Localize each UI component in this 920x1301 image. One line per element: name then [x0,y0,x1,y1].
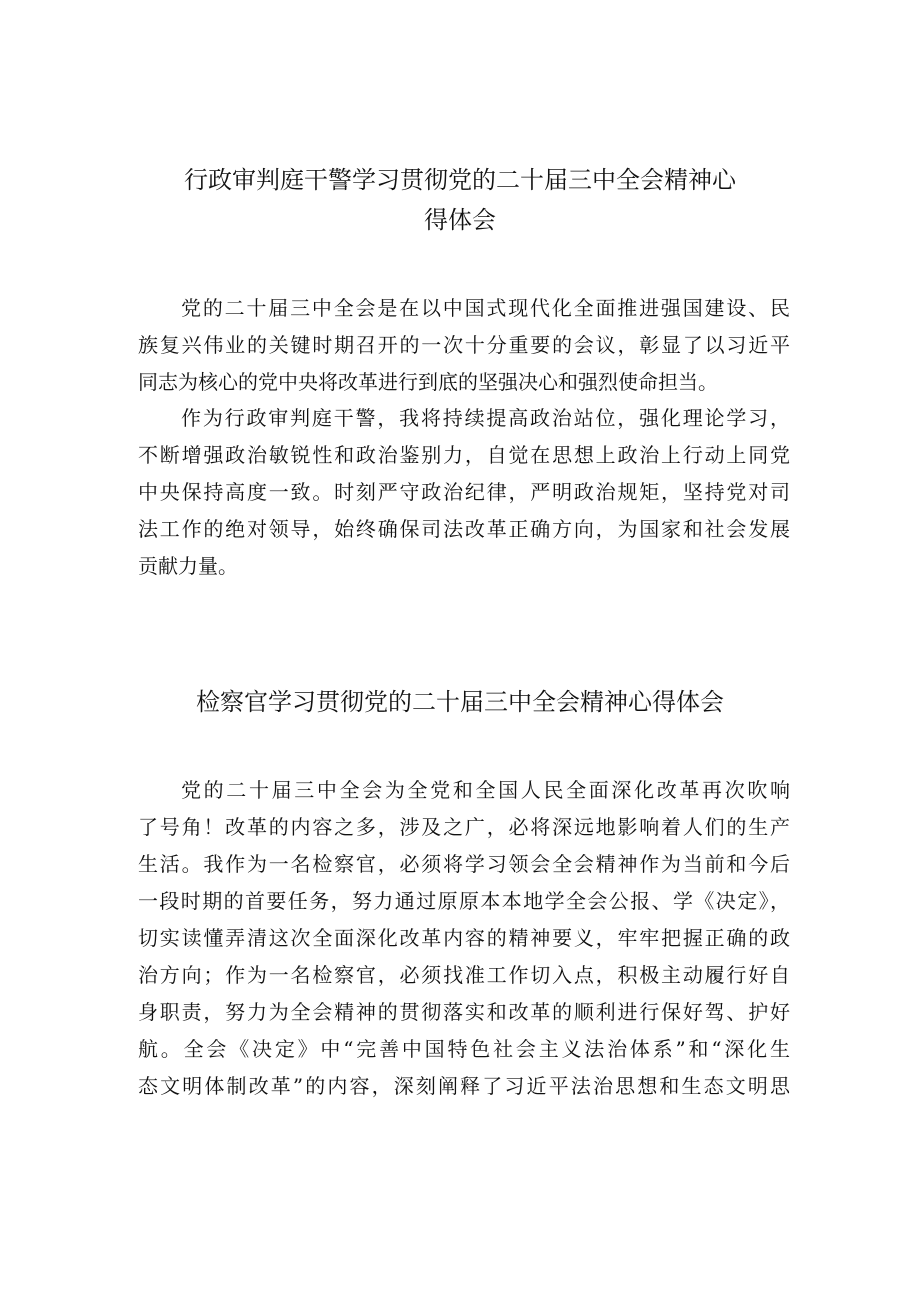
text-line: 切实读懂弄清这次全面深化改革内容的精神要义，牢牢把握正确的政 [138,926,790,950]
text-line: 党的二十届三中全会为全党和全国人民全面深化改革再次吹响 [181,778,790,802]
text-line: 党的二十届三中全会是在以中国式现代化全面推进强国建设、民 [181,296,790,320]
text-line: 中央保持高度一致。时刻严守政治纪律，严明政治规矩，坚持党对司 [138,480,790,504]
title-line: 检察官学习贯彻党的二十届三中全会精神心得体会 [196,688,724,716]
title-line: 行政审判庭干警学习贯彻党的二十届三中全会精神心 [184,166,736,194]
text-line: 贡献力量。 [138,554,238,578]
text-line: 航。全会《决定》中“完善中国特色社会主义法治体系”和“深化生 [138,1037,790,1061]
text-line: 不断增强政治敏锐性和政治鉴别力，自觉在思想上政治上行动上同党 [138,443,790,467]
text-line: 族复兴伟业的关键时期召开的一次十分重要的会议，彰显了以习近平 [138,333,790,357]
section-1-paragraph-2 [138,400,790,585]
section-2-paragraph-1 [138,772,790,1105]
text-line: 生活。我作为一名检察官，必须将学习领会全会精神作为当前和今后 [138,852,790,876]
section-1-title [100,160,820,240]
text-line: 了号角！改革的内容之多，涉及之广，必将深远地影响着人们的生产 [138,815,790,839]
text-line: 身职责，努力为全会精神的贯彻落实和改革的顺利进行保好驾、护好 [138,1000,790,1024]
title-line: 得体会 [424,206,496,234]
text-line: 同志为核心的党中央将改革进行到底的坚强决心和强烈使命担当。 [138,370,718,394]
text-line: 态文明体制改革”的内容，深刻阐释了习近平法治思想和生态文明思 [138,1074,790,1098]
text-line: 一段时期的首要任务，努力通过原原本本地学全会公报、学《决定》， [138,889,790,913]
section-1-paragraph-1 [138,290,790,401]
section-2-title [100,682,820,722]
text-line: 作为行政审判庭干警，我将持续提高政治站位，强化理论学习， [181,406,790,430]
text-line: 治方向；作为一名检察官，必须找准工作切入点，积极主动履行好自 [138,963,790,987]
text-line: 法工作的绝对领导，始终确保司法改革正确方向，为国家和社会发展 [138,517,790,541]
